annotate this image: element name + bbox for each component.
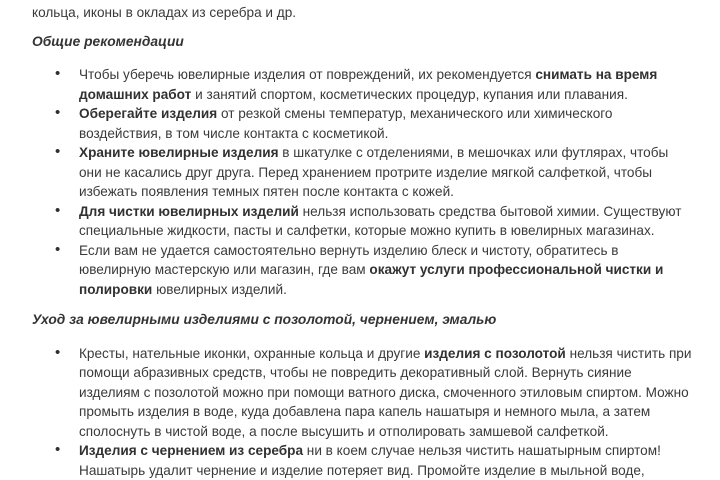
text-segment: и занятий спортом, косметических процедур, купания или плавания. (191, 86, 628, 102)
list-item (55, 143, 692, 202)
bullet-list (32, 65, 692, 299)
text-segment: нельзя чистить при помощи абразивных средств, чтобы не повредить декоративный слой. Вернуть сияние изделиям с позолотой можно при помощи ватного диска, смоченного этиловым спиртом. Можно промыть изделия в воде, куда добавлена пара капель нашатыря и немного мыла, а затем сполоснуть в чистой воде, а после высушить и отполировать замшевой салфеткой. (79, 345, 692, 439)
bold-text-segment: изделия с позолотой (424, 345, 566, 361)
text-segment: Чтобы уберечь ювелирные изделия от повреждений, их рекомендуется (79, 67, 536, 82)
text-segment: ювелирных изделий. (152, 281, 287, 297)
bold-text-segment: снимать на время домашних работ (79, 67, 658, 102)
list-item (55, 104, 692, 143)
section-heading: Общие рекомендации (32, 33, 184, 49)
text-segment: нельзя использовать средства бытовой химии. Существуют специальные жидкости, пасты и салфетки, которые можно купить в ювелирных магазинах. (79, 203, 682, 238)
list-item (55, 65, 692, 104)
list-item (55, 202, 692, 241)
text-segment: Если вам не удается самостоятельно вернуть изделию блеск и чистоту, обратитесь в ювелирную мастерскую или магазин, где вам (79, 242, 619, 277)
list-item (55, 344, 692, 442)
bold-text-segment: Храните ювелирные изделия (79, 145, 279, 160)
bold-text-segment: Изделия с чернением из серебра (79, 443, 304, 458)
list-item (55, 241, 692, 300)
text-segment: Кресты, нательные иконки, охранные кольца и другие (79, 345, 425, 361)
text-segment: ни в коем случае нельзя чистить нашатырным спиртом! Нашатырь удалит чернение и изделие потеряет вид. Промойте изделие в мыльной воде, (79, 443, 661, 478)
list-item (55, 441, 692, 480)
text-segment: от резкой смены температур, механического или химического воздействия, в том числе контакта с косметикой. (79, 106, 613, 141)
bold-text-segment: Оберегайте изделия (79, 106, 218, 121)
section-heading: Уход за ювелирными изделиями с позолотой, чернением, эмалью (32, 312, 497, 327)
bold-text-segment: Для чистки ювелирных изделий (79, 203, 299, 219)
document-sections (32, 32, 692, 480)
bullet-list (32, 344, 692, 480)
bold-text-segment: окажут услуги профессиональной чистки и полировки (79, 262, 664, 297)
paragraph-continuation: кольца, иконы в окладах из серебра и др. (32, 5, 297, 20)
text-segment: в шкатулке с отделениями, в мешочках или футлярах, чтобы они не касались друг друга. Перед хранением протрите изделие мягкой салфеткой, чтобы избежать появления темных пятен после контакта с кожей. (79, 145, 669, 199)
